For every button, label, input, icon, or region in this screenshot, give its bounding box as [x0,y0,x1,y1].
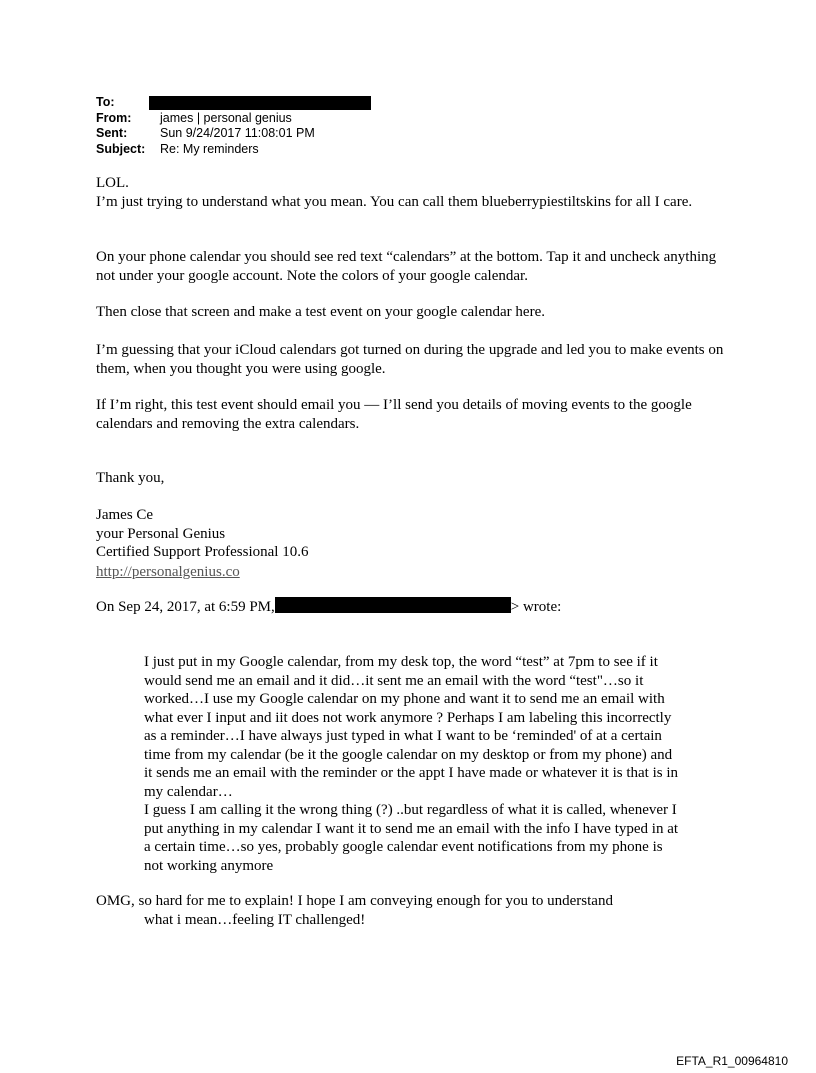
reply-lol: LOL. [96,175,129,191]
sent-label: Sent: [96,126,128,140]
signature-link[interactable]: http://personalgenius.co [96,563,240,580]
closing-line-1: OMG, so hard for me to explain! I hope I am conveying enough for you to understand [96,893,613,909]
email-header [96,95,371,157]
quoted-intro-suffix: > wrote: [510,599,562,615]
from-label: From: [96,110,132,125]
subject-value: Re: My reminders [160,141,259,156]
from-value: james | personal genius [160,110,292,125]
sent-value: Sun 9/24/2017 11:08:01 PM [160,126,315,140]
redaction-block [275,597,511,613]
quoted-closing [96,892,716,929]
signature-name: James Ce [96,507,154,523]
closing-line-2: what i mean…feeling IT challenged! [144,911,366,928]
reply-para-2: On your phone calendar you should see red text “calendars” at the bottom. Tap it and uncheck anything not under your google account. Note the colors of your google calendar. [96,249,717,284]
redaction-block [149,96,371,110]
signature-title: your Personal Genius [96,525,226,542]
signature-cert-text: Certified Support Professional 10.6 [96,544,309,560]
quoted-message [144,653,684,875]
subject-label: Subject: [96,141,146,156]
signature-cert [96,543,726,563]
reply-para-5: If I’m right, this test event should email you — I’ll send you details of moving events to the google calendars and removing the extra calendars. [96,397,692,432]
subject-row [96,142,371,158]
sent-row [96,126,371,142]
from-row [96,111,371,127]
to-row [96,95,371,111]
document-id: EFTA_R1_00964810 [676,1054,788,1068]
reply-para-3: Then close that screen and make a test event on your google calendar here. [96,304,545,320]
reply-block-1 [96,174,726,211]
to-label: To: [96,95,115,109]
signature [96,506,726,581]
quoted-intro-prefix: On Sep 24, 2017, at 6:59 PM, [96,599,275,615]
reply-thanks: Thank you, [96,470,165,486]
quoted-para-1: I just put in my Google calendar, from my desk top, the word “test” at 7pm to see if it would send me an email and it did…it sent me an email with the word “test"…so it worked…I use my Google calendar on my phone and want it to send me an email with what ever I input and iit does not work anymore ? Perhaps I am labeling this incorrectly as a reminder…I have always just typed in what I want to be ‘reminded' of at a certain time from my calendar (be it the google calendar on my desktop or from my phone) and it sends me an email with the reminder or the appt I have made or whatever it is that is in my calendar… [144,654,679,800]
quoted-intro [96,597,726,617]
quoted-para-2: I guess I am calling it the wrong thing (?) ..but regardless of what it is called, whenever I put anything in my calendar I want it to send me an email with the info I have typed in at a certain time…so yes, probably google calendar event notifications from my phone is not working anymore [144,802,679,874]
reply-para-4: I’m guessing that your iCloud calendars got turned on during the upgrade and led you to make events on them, when you thought you were using google. [96,342,724,377]
reply-para-1: I’m just trying to understand what you mean. You can call them blueberrypiestiltskins for all I care. [96,193,693,210]
